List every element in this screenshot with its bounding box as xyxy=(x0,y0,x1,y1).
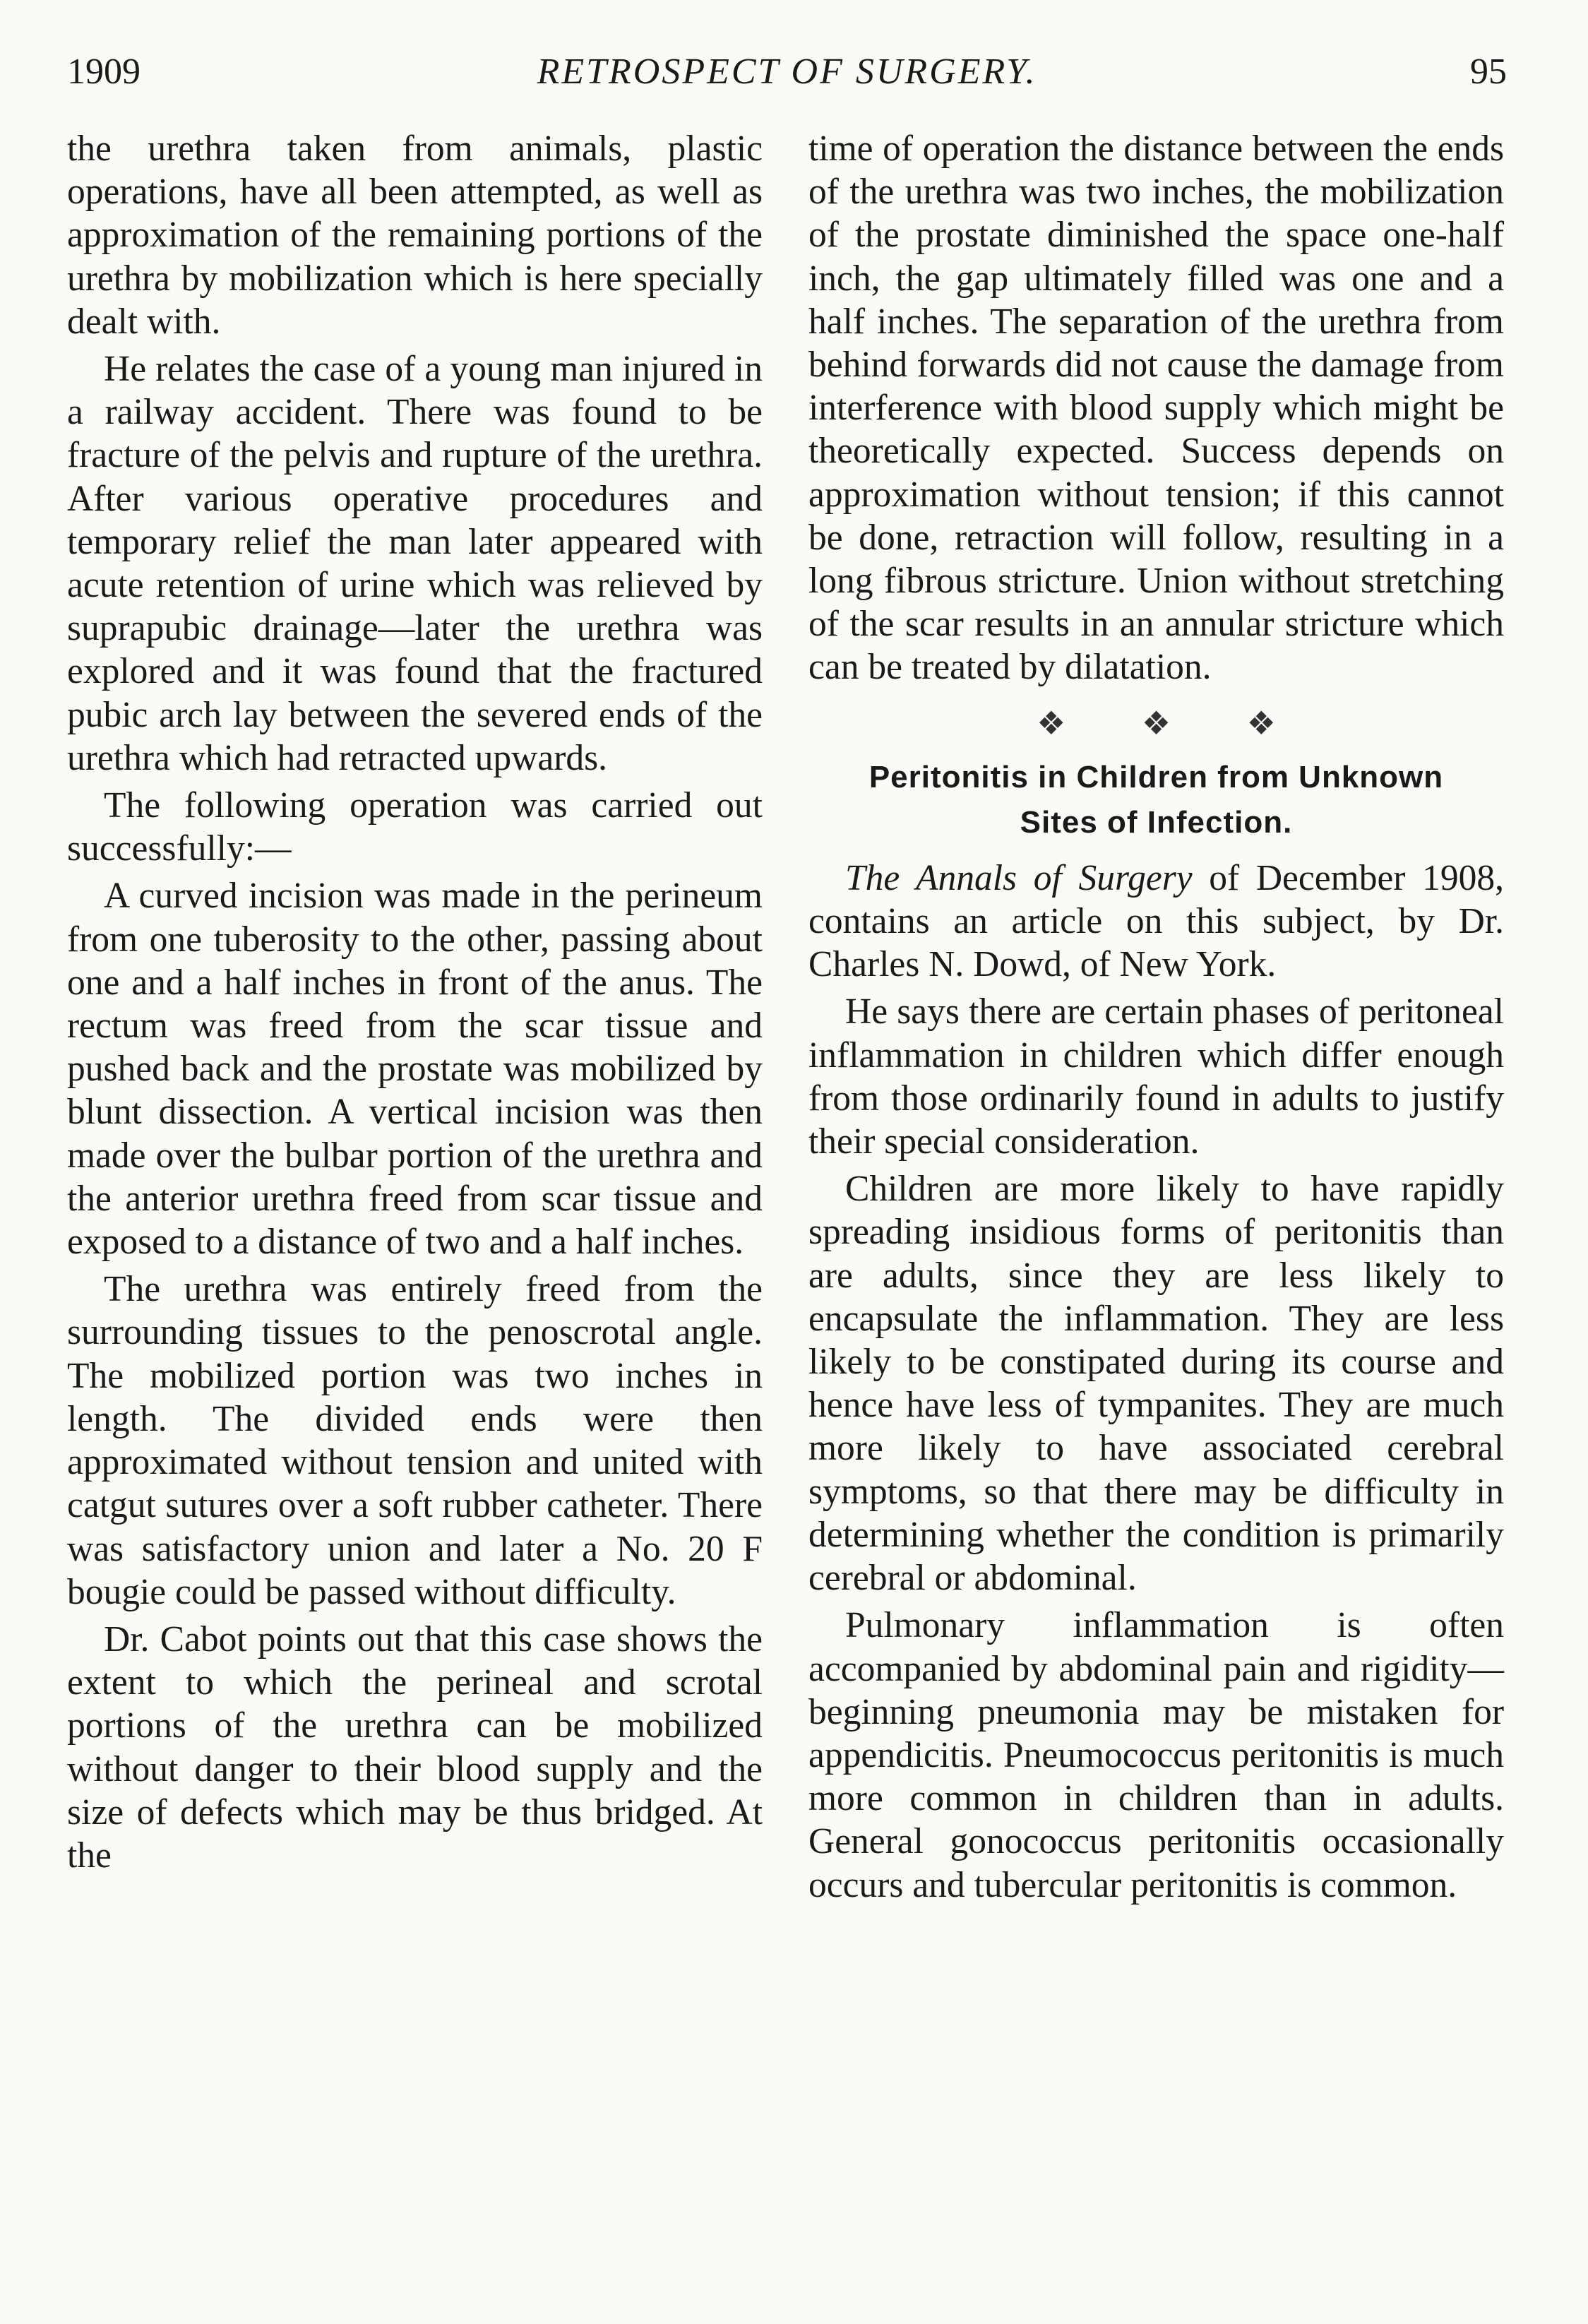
left-column xyxy=(67,127,763,1881)
paragraph: Children are more likely to have rapidly spreading insidious forms of peritonitis than are adults, since they are less likely to encapsulate the inflammation. They are less likely to be constipated during its course and hence have less of tympanites. They are much more likely to have associated cerebral symptoms, so that there may be difficulty in determining whether the condition is primarily cerebral or abdominal. xyxy=(808,1169,1504,1599)
section-ornament: ❖ ❖ ❖ xyxy=(1037,705,1310,741)
paragraph xyxy=(808,857,1504,987)
paragraph: The following operation was carried out successfully:— xyxy=(67,785,763,869)
paragraph: the urethra taken from animals, plastic operations, have all been attempted, as well as approximation of the remaining portions of the urethra by mobilization which is here specially dealt with. xyxy=(67,129,763,342)
paragraph-text: of December 1908, contains an article on this subject, by Dr. Charles N. Dowd, of New York. xyxy=(808,857,1504,985)
paragraph: Pulmonary inflammation is often accompanied by abdominal pain and rigidity—beginning pneumonia may be mistaken for appendicitis. Pneumococcus peritonitis is much more common in children than in adults. General gonococcus peritonitis occasionally occurs and tubercular peritonitis is common. xyxy=(808,1605,1504,1905)
page-number: 95 xyxy=(1470,52,1507,92)
paragraph: A curved incision was made in the perineum from one tuberosity to the other, passing about one and a half inches in front of the anus. The rectum was freed from the scar tissue and pushed back and the prostate was mobilized by blunt dissection. A vertical incision was then made over the bulbar portion of the urethra and the anterior urethra freed from scar tissue and exposed to a distance of two and a half inches. xyxy=(67,876,763,1263)
paragraph: Dr. Cabot points out that this case shows the extent to which the perineal and scrotal portions of the urethra can be mobilized without danger to their blood supply and the size of defects which may be thus bridged. At the xyxy=(67,1619,763,1876)
paragraph: The urethra was entirely freed from the surrounding tissues to the penoscrotal angle. The mobilized portion was two inches in length. The divided ends were then approximated without tension and united with catgut sutures over a soft rubber catheter. There was satisfactory union and later a No. 20 F bougie could be passed without difficulty. xyxy=(67,1269,763,1612)
header-title: RETROSPECT OF SURGERY. xyxy=(537,52,1037,92)
paragraph: time of operation the distance between the ends of the urethra was two inches, the mobilization of the prostate diminished the space one-half inch, the gap ultimately filled was one and a half inches. The separation of the urethra from behind forwards did not cause the damage from interference with blood supply which might be theoretically expected. Success depends on approximation without tension; if this cannot be done, retraction will follow, resulting in a long fibrous stricture. Union without stretching of the scar results in an annular stricture which can be treated by dilatation. xyxy=(808,129,1504,688)
right-column xyxy=(808,127,1504,1911)
paragraph: He says there are certain phases of peritoneal inflammation in children which differ enough from those ordinarily found in adults to justify their special consideration. xyxy=(808,991,1504,1162)
section-heading xyxy=(808,755,1504,845)
heading-line: Peritonitis in Children from Unknown xyxy=(868,759,1444,794)
header-year: 1909 xyxy=(67,52,141,92)
paragraph: He relates the case of a young man injured in a railway accident. There was found to be fracture of the pelvis and rupture of the urethra. After various operative procedures and temporary relief the man later appeared with acute retention of urine which was relieved by suprapubic drainage—later the urethra was explored and it was found that the fractured pubic arch lay between the severed ends of the urethra which had retracted upwards. xyxy=(67,349,763,778)
running-header xyxy=(67,51,1507,100)
journal-title: The Annals of Surgery xyxy=(845,857,1193,898)
heading-line: Sites of Infection. xyxy=(1020,804,1293,840)
